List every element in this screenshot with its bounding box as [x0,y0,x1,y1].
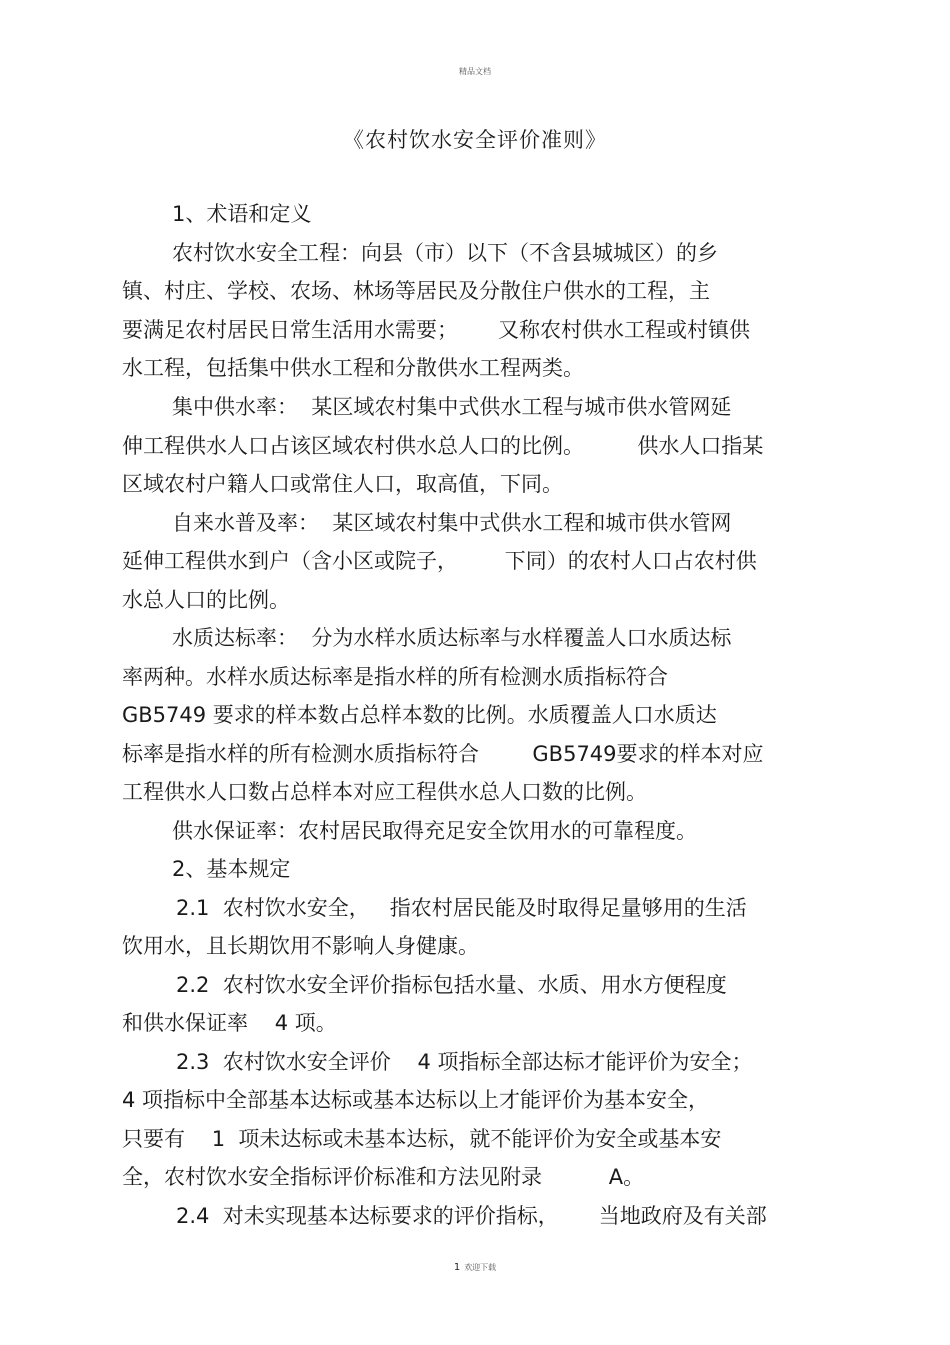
paragraph-line: 全，农村饮水安全指标评价标准和方法见附录 A。 [122,1165,645,1189]
paragraph-line: 集中供水率： 某区域农村集中式供水工程与城市供水管网延 [172,395,732,419]
paragraph-line: 伸工程供水人口占该区域农村供水总人口的比例。 供水人口指某 [122,434,764,458]
paragraph-line: GB5749 要求的样本数占总样本数的比例。水质覆盖人口水质达 [122,703,717,727]
paragraph-line: 镇、村庄、学校、农场、林场等居民及分散住户供水的工程，主 [122,279,710,303]
document-title: 《农村饮水安全评价准则》 [343,128,607,152]
paragraph-line: 2.2 农村饮水安全评价指标包括水量、水质、用水方便程度 [176,973,727,997]
paragraph-line: 水总人口的比例。 [122,588,290,612]
paragraph-line: 延伸工程供水到户（含小区或院子， 下同）的农村人口占农村供 [122,549,757,573]
header-watermark: 精品文档 [459,67,491,76]
paragraph-line: 供水保证率：农村居民取得充足安全饮用水的可靠程度。 [172,819,697,843]
paragraph-line: 2.4 对未实现基本达标要求的评价指标， 当地政府及有关部 [176,1204,767,1228]
footer-text: 欢迎下载 [464,1263,497,1272]
paragraph-line: 要满足农村居民日常生活用水需要； 又称农村供水工程或村镇供 [122,318,751,342]
paragraph-line: 工程供水人口数占总样本对应工程供水总人口数的比例。 [122,780,647,804]
section-heading: 1、术语和定义 [172,202,312,226]
page-footer [0,1262,950,1273]
paragraph-line: 区域农村户籍人口或常住人口，取高值，下同。 [122,472,563,496]
paragraph-line: 只要有 1 项未达标或未基本达标，就不能评价为安全或基本安 [122,1127,722,1151]
paragraph-line: 农村饮水安全工程：向县（市）以下（不含县城城区）的乡 [172,241,718,265]
paragraph-line: 和供水保证率 4 项。 [122,1011,337,1035]
paragraph-line: 2.3 农村饮水安全评价 4 项指标全部达标才能评价为安全； [176,1050,753,1074]
paragraph-line: 自来水普及率： 某区域农村集中式供水工程和城市供水管网 [172,511,732,535]
paragraph-line: 水工程，包括集中供水工程和分散供水工程两类。 [122,356,584,380]
paragraph-line: 2.1 农村饮水安全， 指农村居民能及时取得足量够用的生活 [176,896,747,920]
paragraph-line: 4 项指标中全部基本达标或基本达标以上才能评价为基本安全， [122,1088,710,1112]
paragraph-line: 水质达标率： 分为水样水质达标率与水样覆盖人口水质达标 [172,626,732,650]
paragraph-line: 饮用水，且长期饮用不影响人身健康。 [122,934,479,958]
paragraph-line: 率两种。水样水质达标率是指水样的所有检测水质指标符合 [122,665,668,689]
section-heading: 2、基本规定 [172,857,291,881]
page-number: 1 [453,1262,461,1273]
paragraph-line: 标率是指水样的所有检测水质指标符合 GB5749要求的样本对应 [122,742,764,766]
